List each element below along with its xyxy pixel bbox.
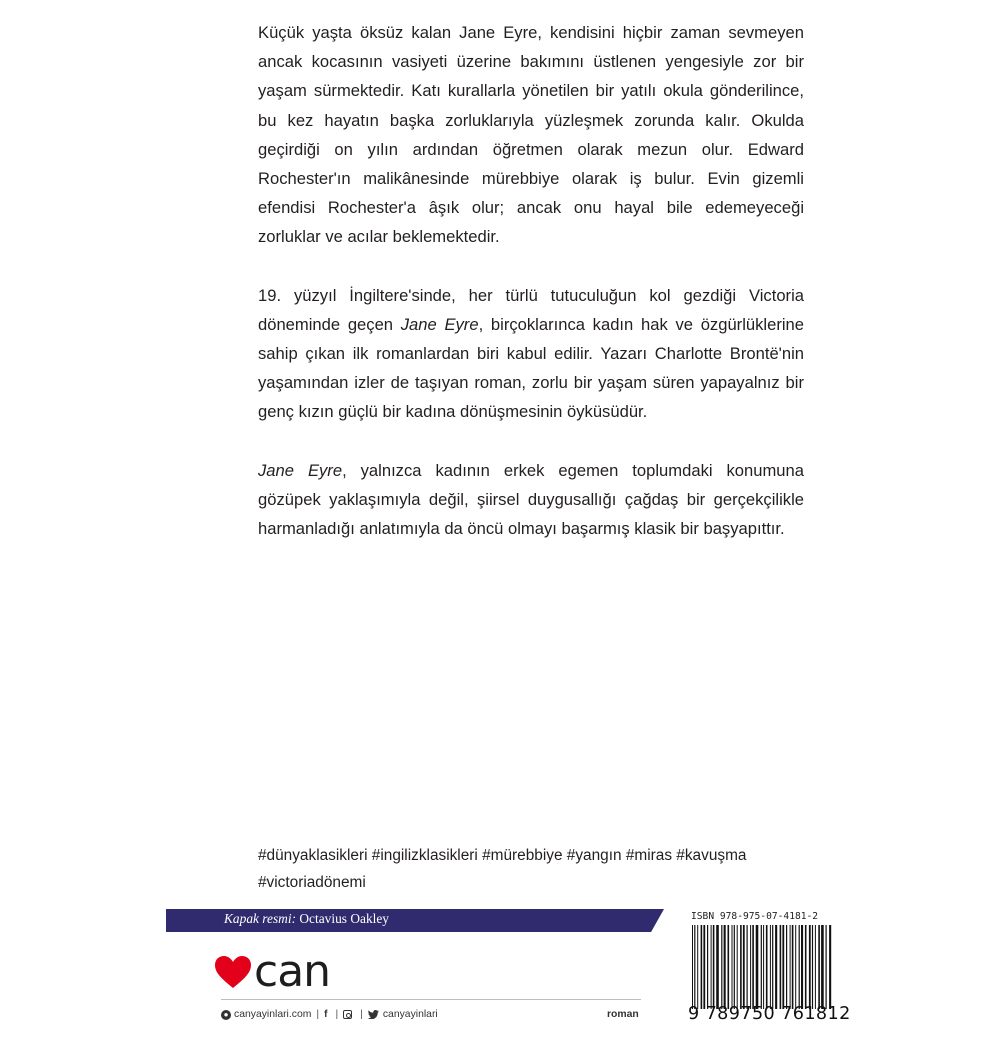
blurb-p2-text-a: 19. yüzyıl İngiltere'sinde, her türlü tutuculuğun kol gezdiği Victoria döneminde geçen	[258, 285, 804, 334]
cover-credit-label: Kapak resmi:	[224, 911, 297, 926]
barcode-bar	[780, 925, 782, 1009]
cover-credit	[224, 911, 389, 927]
cover-artist-name: Octavius Oakley	[299, 911, 390, 926]
barcode-digits: 9 789750 761812	[688, 1004, 851, 1024]
twitter-icon	[368, 1010, 379, 1019]
separator: |	[335, 1009, 339, 1020]
barcode-bar	[821, 925, 824, 1009]
barcode-bar	[795, 925, 796, 1009]
blurb-paragraph-3	[258, 456, 804, 544]
barcode-bar	[740, 925, 742, 1009]
barcode-bar	[728, 925, 730, 1009]
barcode-bar	[790, 925, 791, 1009]
barcode-bar	[711, 925, 712, 1009]
footer-divider	[221, 999, 641, 1000]
barcode-bar	[826, 925, 827, 1009]
barcode	[690, 925, 832, 1009]
barcode-bar	[747, 925, 748, 1009]
separator: |	[360, 1009, 363, 1020]
barcode-bar	[721, 925, 722, 1009]
barcode-bar	[737, 925, 738, 1009]
barcode-bar	[694, 925, 695, 1009]
barcode-bar	[770, 925, 771, 1009]
barcode-bar	[786, 925, 787, 1009]
barcode-bar	[734, 925, 735, 1009]
book-title-italic: Jane Eyre	[400, 314, 479, 334]
barcode-bar	[775, 925, 777, 1009]
social-handle: canyayinlari	[382, 1009, 438, 1020]
barcode-bar	[743, 925, 745, 1009]
globe-icon: ●	[221, 1010, 231, 1020]
blurb-paragraph-2	[258, 281, 804, 427]
barcode-bar	[763, 925, 764, 1009]
barcode-bar	[799, 925, 800, 1009]
isbn-label: ISBN 978-975-07-4181-2	[691, 911, 819, 922]
barcode-bar	[829, 925, 831, 1009]
blurb-paragraph-1: Küçük yaşta öksüz kalan Jane Eyre, kendisini hiçbir zaman sevmeyen ancak kocasının vasiyeti üzerine bakımını üstlenen yengesiyle zor bir yaşam sürmektedir. Katı kurallarla yönetilen bir yatılı okula gönderilince, bu kez hayatın başka zorluklarıyla yüzleşmek zorunda kalır. Okulda geçirdiği on yılın ardından öğretmen olarak mezun olur. Edward Rochester'ın malikânesinde mürebbiye olarak iş bulur. Evin gizemli efendisi Rochester'a âşık olur; ancak onu hayal bile edemeyeceği zorluklar ve acılar beklemektedir.	[258, 23, 804, 247]
publisher-logo-word: can	[254, 946, 331, 997]
barcode-bar	[766, 925, 768, 1009]
blurb-p3-text: , yalnızca kadının erkek egemen toplumdaki konumuna gözüpek yaklaşımıyla değil, şiirsel duygusallığı çağdaş bir gerçekçilikle harmanladığı anlatımıyla da öncü olmayı başarmış klasik bir başyapıttır.	[258, 460, 804, 539]
publisher-logo	[214, 946, 331, 997]
heart-icon	[214, 955, 252, 989]
barcode-bar	[750, 925, 751, 1009]
barcode-bar	[818, 925, 820, 1009]
barcode-bar	[805, 925, 807, 1009]
blurb-p2-text-b: , birçoklarınca kadın hak ve özgürlüklerine sahip çıkan ilk romanlardan biri kabul edilir. Yazarı Charlotte Brontë'nin yaşamından izler de taşıyan roman, zorlu bir yaşam süren yapayalnız bir genç kızın güçlü bir kadına dönüşmesinin öyküsüdür.	[258, 314, 804, 422]
barcode-bar	[782, 925, 784, 1009]
barcode-bar	[697, 925, 698, 1009]
barcode-bar	[801, 925, 803, 1009]
barcode-bar	[732, 925, 733, 1009]
facebook-icon: f	[324, 1009, 328, 1020]
barcode-bar	[809, 925, 811, 1009]
barcode-bar	[692, 925, 693, 1009]
barcode-bar	[815, 925, 816, 1009]
barcode-bar	[812, 925, 813, 1009]
publisher-website: canyayinlari.com	[234, 1009, 312, 1020]
barcode-bar	[752, 925, 754, 1009]
barcode-bar	[703, 925, 705, 1009]
publisher-contact-line	[221, 1009, 438, 1020]
barcode-bar	[772, 925, 773, 1009]
genre-label: roman	[607, 1009, 639, 1020]
separator: |	[316, 1009, 320, 1020]
barcode-bar	[792, 925, 794, 1009]
back-cover-blurb	[258, 18, 804, 543]
hashtag-line-1: #dünyaklasikleri #ingilizklasikleri #mürebbiye #yangın #miras #kavuşma	[258, 847, 747, 864]
barcode-bar	[724, 925, 726, 1009]
hashtag-line-2: #victoriadönemi	[258, 874, 366, 891]
barcode-bar	[716, 925, 719, 1009]
hashtag-list	[258, 842, 818, 896]
barcode-bar	[701, 925, 703, 1009]
barcode-bar	[707, 925, 708, 1009]
instagram-icon	[343, 1010, 352, 1019]
barcode-bar	[756, 925, 759, 1009]
book-title-italic: Jane Eyre	[258, 460, 343, 480]
barcode-bar	[713, 925, 715, 1009]
barcode-bar	[761, 925, 762, 1009]
